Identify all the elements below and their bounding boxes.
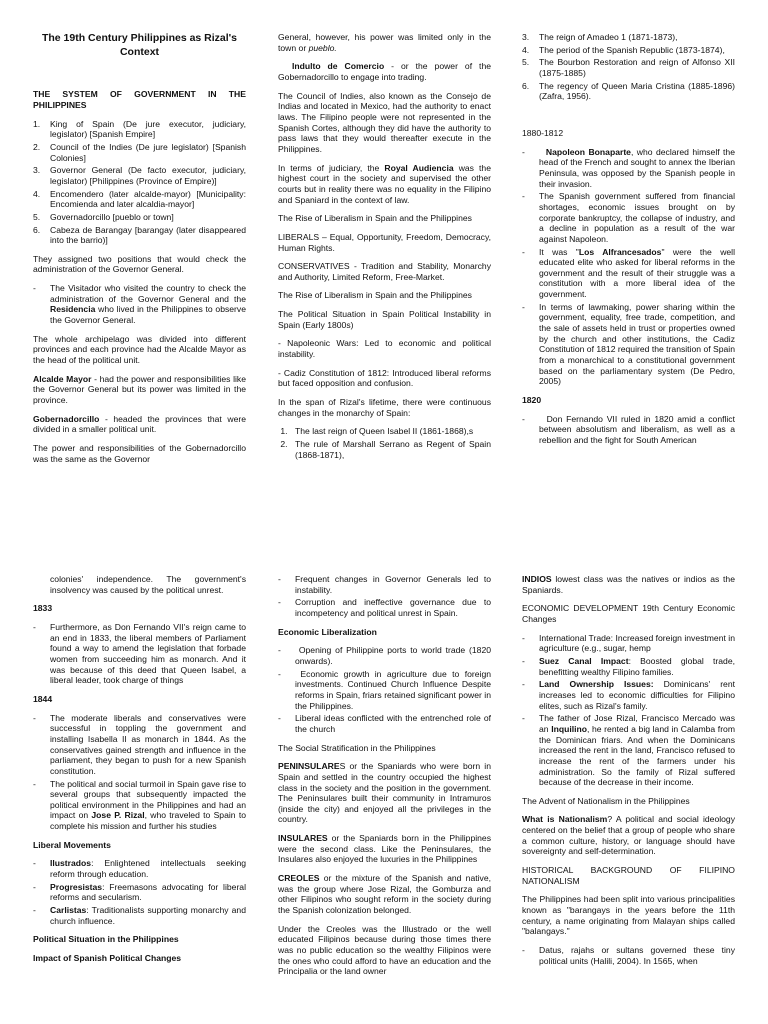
list-item: 5. Governadorcillo [pueblo or town] — [33, 211, 174, 222]
year-heading: 1820 — [522, 395, 542, 406]
section-heading-political-situation: Political Situation in the Philippines — [33, 934, 179, 945]
paragraph: - Napoleonic Wars: Led to economic and political instability. — [278, 338, 491, 360]
list-item: 6. Cabeza de Barangay [barangay (later disappeared into the barrio)] — [33, 224, 246, 246]
column-5 — [278, 574, 491, 1024]
list-item: 6. The regency of Queen Maria Cristina (1885-1896) (Zafra, 1956). — [522, 80, 735, 102]
list-item: 5. The Bourbon Restoration and reign of Alfonso XII (1875-1885) — [522, 57, 735, 78]
list-item: - The Spanish government suffered from financial shortages, economic issues brought on by corporate bankruptcy, the collapse of industry, and a decline in population as a result of the war against Napoleon. — [522, 191, 735, 244]
list-item: - International Trade: Increased foreign investment in agriculture (e.g., sugar, hemp — [522, 632, 735, 654]
list-item: 1. The last reign of Queen Isabel II (1861-1868),s — [278, 426, 474, 437]
paragraph: The Rise of Liberalism in Spain and the Philippines — [278, 213, 472, 224]
monarchy-list-continued — [522, 32, 735, 102]
monarchy-list — [278, 426, 491, 460]
list-item: - Ilustrados: Enlightened intellectuals seeking reform through education. — [33, 858, 246, 880]
paragraph: colonies' independence. The government's insolvency was caused by the political unrest. — [50, 574, 246, 595]
paragraph: Gobernadorcillo - headed the provinces that were divided in a smaller political unit. — [33, 413, 246, 435]
list-item: - Furthermore, as Don Fernando VII's reign came to an end in 1833, the liberal members of Parliament found a way to amend the legislation that forbade women from succeeding him as monarch. And it was because of this deed that Queen Isabel, a liberal leader, took charge of things — [33, 621, 246, 686]
list-item: 3. Governor General (De facto executor, judiciary, legislator) [Philippines (Province of Empire)] — [33, 165, 246, 186]
list-item: 4. The period of the Spanish Republic (1873-1874), — [522, 44, 725, 55]
bullet-list — [522, 414, 735, 446]
bullet-list — [522, 147, 735, 387]
year-heading: 1833 — [33, 603, 53, 614]
column-1 — [33, 32, 246, 502]
list-item: - It was "Los Alfrancesados" were the well educated elite who asked for liberal reforms in the government and the result of their struggle was a constitution with a more liberal idea of the government. — [522, 246, 735, 300]
list-item: - Economic growth in agriculture due to foreign investments. Continued Church Influence Despite reforms in Spain, friars retained significant power in the Philippines. — [278, 668, 491, 711]
bullet-list — [33, 713, 246, 832]
list-item: - The political and social turmoil in Spain gave rise to several groups that subsequently impacted the political environment in the Philippines and had an impact on Jose P. Rizal, who traveled to Spain to complete his mission and further his studies — [33, 778, 246, 832]
paragraph: CREOLES or the mixture of the Spanish and native, was the group where Jose Rizal, the Gomburza and other Filipinos who sought reform in the society during the Spanish colonization belonged. — [278, 873, 491, 916]
list-item: - Corruption and ineffective governance due to incompetency and political unrest in Spain. — [278, 597, 491, 618]
list-item: 1. King of Spain (De jure executor, judiciary, legislator) [Spanish Empire] — [33, 118, 246, 140]
section-heading-impact: Impact of Spanish Political Changes — [33, 953, 182, 964]
paragraph: The Rise of Liberalism in Spain and the Philippines — [278, 290, 472, 301]
bullet-list — [522, 945, 735, 966]
paragraph: LIBERALS – Equal, Opportunity, Freedom, Democracy, Human Rights. — [278, 231, 491, 253]
paragraph: In terms of judiciary, the Royal Audiencia was the highest court in the society and supervised the other courts but in reality there was no equality in the Filipino and Spaniard in the context of law. — [278, 162, 491, 205]
column-4 — [33, 574, 246, 1024]
paragraph: INDIOS lowest class was the natives or indios as the Spaniards. — [522, 574, 735, 595]
year-heading: 1844 — [33, 693, 53, 704]
bullet-list — [33, 622, 246, 686]
bullet-list — [278, 645, 491, 734]
list-item: - Suez Canal Impact: Boosted global trade, benefitting wealthy Filipino families. — [522, 655, 735, 677]
list-item: 4. Encomendero (later alcalde-mayor) [Municipality: Encomienda and later alcaldia-mayor] — [33, 188, 246, 210]
year-heading: 1880-1812 — [522, 127, 564, 138]
government-hierarchy-list — [33, 119, 246, 246]
paragraph: INSULARES or the Spaniards born in the Philippines were the second class. Like the Peninsulares, the Insulares also enjoyed the luxuries in the Philippines — [278, 833, 491, 865]
paragraph: Indulto de Comercio - or the power of the Gobernadorcillo to engage into trading. — [278, 61, 491, 82]
paragraph: The Philippines had been split into various principalities known as "barangays in the years before the 11th century, a name originating from Malayan ships called "balangays." — [522, 894, 735, 937]
list-item: - Opening of Philippine ports to world trade (1820 onwards). — [278, 645, 491, 666]
paragraph: General, however, his power was limited only in the town or pueblo. — [278, 32, 491, 53]
list-item: - The moderate liberals and conservatives were successful in toppling the government and installing Isabella II as monarch in 1844. As the conservatives gained strength and influence in the parliament, they began to push for a new Spanish constitution. — [33, 712, 246, 776]
paragraph: In the span of Rizal's lifetime, there were continuous changes in the monarchy of Spain: — [278, 397, 491, 418]
section-heading-economic-liberalization: Economic Liberalization — [278, 626, 377, 637]
bullet-list — [278, 574, 491, 619]
paragraph: PENINSULARES or the Spaniards who were born in Spain and settled in the country occupied the highest class in the society and the position in the government. The Peninsulares built their community in Intramuros (inside the city) and enjoyed all the privileges in the country. — [278, 761, 491, 825]
paragraph: Under the Creoles was the Illustrado or the well educated Filipinos because during those times there was no public education so the wealthy Filipinos were the ones who could afford to have an education and the Principalia or the land owner — [278, 923, 491, 977]
section-heading-liberal-movements: Liberal Movements — [33, 839, 111, 850]
list-item: - Land Ownership Issues: Dominicans' rent increases led to economic difficulties for Filipino elites, such as Rizal's family. — [522, 679, 735, 711]
list-item: - Frequent changes in Governor Generals led to instability. — [278, 574, 491, 595]
paragraph: The whole archipelago was divided into different provinces and each province had the Alcalde Mayor as the head of the political unit. — [33, 333, 246, 366]
list-item: - In terms of lawmaking, power sharing within the government, equality, free trade, competition, and the sale of assets held in trust or properties owned by the church and other institutions, the Cadiz Constitution of 1812 required the transition of Spain from a monarchical to a constitutional government based on the parliamentary system (De Pedro, 2005) — [522, 301, 735, 387]
list-item: - Don Fernando VII ruled in 1820 amid a conflict between absolutism and liberalism, as well as a rebellion and the fight for South American — [522, 413, 735, 445]
paragraph: The Social Stratification in the Philippines — [278, 742, 436, 753]
list-item: - Datus, rajahs or sultans governed these tiny political units (Halili, 2004). In 1565, when — [522, 945, 735, 966]
column-2 — [278, 32, 491, 507]
list-item: - Napoleon Bonaparte, who declared himself the head of the French and sought to annex the Iberian Peninsula, was opposed by the Spanish people in their invasion. — [522, 146, 735, 189]
paragraph: HISTORICAL BACKGROUND OF FILIPINO NATIONALISM — [522, 865, 735, 886]
paragraph: What is Nationalism? A political and social ideology centered on the belief that a group of people who share a common culture, history, or language should have sovereignty and self-determination. — [522, 814, 735, 857]
bullet-list — [33, 283, 246, 326]
paragraph: - Cadiz Constitution of 1812: Introduced liberal reforms but faced opposition and confusion. — [278, 367, 491, 389]
column-3 — [522, 32, 735, 500]
paragraph: CONSERVATIVES - Tradition and Stability, Monarchy and Authority, Limited Reform, Free-Market. — [278, 261, 491, 282]
paragraph: They assigned two positions that would check the administration of the Governor General. — [33, 253, 246, 275]
list-item: - Progresistas: Freemasons advocating for liberal reforms and secularism. — [33, 881, 246, 903]
paragraph: The Advent of Nationalism in the Philippines — [522, 795, 690, 806]
section-heading-government: THE SYSTEM OF GOVERNMENT IN THE PHILIPPINES — [33, 89, 246, 110]
list-item: - Carlistas: Traditionalists supporting monarchy and church influence. — [33, 905, 246, 926]
paragraph: ECONOMIC DEVELOPMENT 19th Century Economic Changes — [522, 603, 735, 624]
list-item: 3. The reign of Amadeo 1 (1871-1873), — [522, 32, 678, 42]
list-item: - The father of Jose Rizal, Francisco Mercado was an Inquilino, he rented a big land in Calamba from the Dominican friars. And when the Dominicans increased the rent in the land, Francisco refused to increase the rent of the farmers under his administration. So the family of Rizal suffered because of the decrease in their income. — [522, 713, 735, 788]
list-item: 2. The rule of Marshall Serrano as Regent of Spain (1868-1871), — [278, 439, 491, 460]
paragraph: The Council of Indies, also known as the Consejo de Indias and located in Mexico, had the authority to enact laws. The Filipino people were not represented in the Spanish Cortes, although they did have the authority to pass laws that they would thereafter execute in the Philippines. — [278, 90, 491, 154]
paragraph: Alcalde Mayor - had the power and responsibilities like the Governor General but its power was limited in the province. — [33, 373, 246, 406]
column-6 — [522, 574, 735, 1024]
bullet-list — [33, 858, 246, 926]
paragraph: The power and responsibilities of the Gobernadorcillo was the same as the Governor — [33, 443, 246, 464]
list-item: - Liberal ideas conflicted with the entrenched role of the church — [278, 713, 491, 734]
list-item: 2. Council of the Indies (De jure legislator) [Spanish Colonies] — [33, 141, 246, 163]
paragraph: The Political Situation in Spain Political Instability in Spain (Early 1800s) — [278, 309, 491, 330]
list-item: - The Visitador who visited the country to check the administration of the Governor General and the Residencia who lived in the Philippines to observe the Governor General. — [33, 283, 246, 326]
page-title: The 19th Century Philippines as Rizal's Context — [41, 32, 238, 58]
bullet-list — [522, 633, 735, 788]
